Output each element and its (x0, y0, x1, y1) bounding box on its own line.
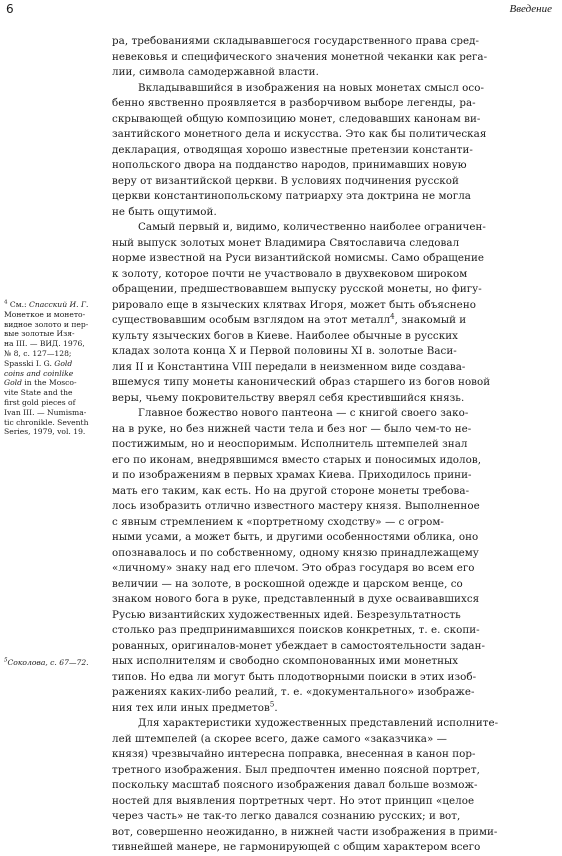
paragraph-5: Для характеристики художественных представлений исполните- лей штемпелей (а скорее всего, даже самого «заказчика» — князя) чрезвычайно интересна поправка, внесенная в канон пор- третного изображения. Был предпочтен именно поясной портрет, поскольку масштаб поясного изображения давал больше возмож- ностей для выявления портретных черт. Но этот принцип «целое через часть» не так-то легко давался сознанию русских; и вот, вот, совершенно неожиданно, в нижней части изображения в прими- тивнейшей манере, не гармонирующей с общим характером всего (112, 717, 499, 853)
paragraph-4-text-a: Главное божество нового пантеона — с книгой своего зако- на в руке, но без нижней части тела и без ног — было чем-то не- постижимым, но и неоспоримым. Исполнитель штемпелей знал его по иконам, внедрявшимся вместо старых и поносимых идолов, и по изображениям в первых храмах Киева. Приходилось прини- мать его таким, как есть. Но на другой стороне монеты требова- лось изобразить отлично известного мастеру князя. Выполненное с явным стремлением к «портретному сходству» — с огром- ными усами, а может быть, и другими особенностями облика, оно опознавалось и по собственному, одному князю принадлежащему «личному» знаку над его плечом. Это образ государя во всем его величии — на золоте, в роскошной одежде и царском венце, со знаком нового бога в руке, представленный в духе осваивавшихся Русью византийских художественных идей. Безрезультатность столько раз предпринимавшихся поисков конкретных, т. е. скопи- рованных, оригиналов-монет убеждает в самостоятельности задан- ных исполнителям и свободно скомпонованных ими монетных типов. Но едва ли могут быть плодотворными поиски в этих изоб- ражениях каких-либо реалий, т. е. «документального» изображе- ния тех или иных предметов (112, 407, 486, 714)
footnote-5-mark: 5 (4, 657, 8, 664)
footnote-4 (4, 300, 106, 437)
main-text-column (112, 34, 552, 856)
paragraph-3 (112, 220, 552, 406)
footnote-4-tail: in the Mosco- vite State and the first gold pieces of Ivan III. — Numisma- tic chronikle. Seventh Series, 1979, vol. 19. (4, 378, 89, 437)
running-head: Введение (509, 3, 552, 15)
footnote-5-text: Соколова, с. 67—72. (7, 658, 89, 667)
paragraph-3-text-b: , знакомый и культу языческих богов в Киеве. Наиболее обычные в русских кладах золота конца X и Первой половины XI в. золотые Васи- лия II и Константина VIII передали в неизменном виде создава- вшемуся типу монеты канонический образ старшего из богов новой веры, чьему покровительству вверял себя крестившийся князь. (112, 314, 491, 404)
footnote-4-body: Монеткое и монето- видное золото и пер- вые золотые Изя- на III. — ВИД. 1976, № 8, с. 127—128; Spasski I. G. (4, 309, 89, 368)
footnote-ref-5: 5 (269, 700, 275, 709)
footnote-4-author: Спасский И. Г. (29, 300, 89, 309)
paragraph-4 (112, 406, 552, 716)
page-number: 6 (6, 2, 14, 16)
footnote-5 (4, 658, 106, 668)
paragraph-4-text-b: . (274, 701, 278, 714)
footnote-4-lead: См.: (7, 300, 30, 309)
footnote-ref-4: 4 (390, 312, 395, 321)
paragraph-2: Вкладывавшийся в изображения на новых монетах смысл осо- бенно явственно проявляется в разборчивом выборе легенды, ра- скрывающей общую композицию монет, следовавших канонам ви- зантийского монетного дела и искусства. Это как бы политическая декларация, отводящая хорошо известные претензии константи- нопольского двора на подданство народов, принимавших новую веру от византийской церкви. В условиях подчинения русской церкви константинопольскому патриарху эта доктрина не могла не быть ощутимой. (112, 81, 487, 218)
footnote-4-mark: 4 (4, 299, 8, 306)
footnote-4-title-en: Gold coins and coinlike Gold (4, 358, 74, 388)
paragraph-1: ра, требованиями складывавшегося государственного права сред- невековья и специфического значения монетной чеканки как регa- лии, символа самодержавной власти. (112, 35, 488, 78)
paragraph-3-text-a: Самый первый и, видимо, количественно наиболее ограничен- ный выпуск золотых монет Владимира Святославича следовал норме известной на Руси византийской номисмы. Само обращение к золоту, которое почти не участвовало в двухвековом широком обращении, предшествовавшем выпуску русской монеты, но фигу- рировало еще в языческих клятвах Игоря, может быть объяснено существовавшим особым взглядом на этот металл (112, 221, 486, 326)
